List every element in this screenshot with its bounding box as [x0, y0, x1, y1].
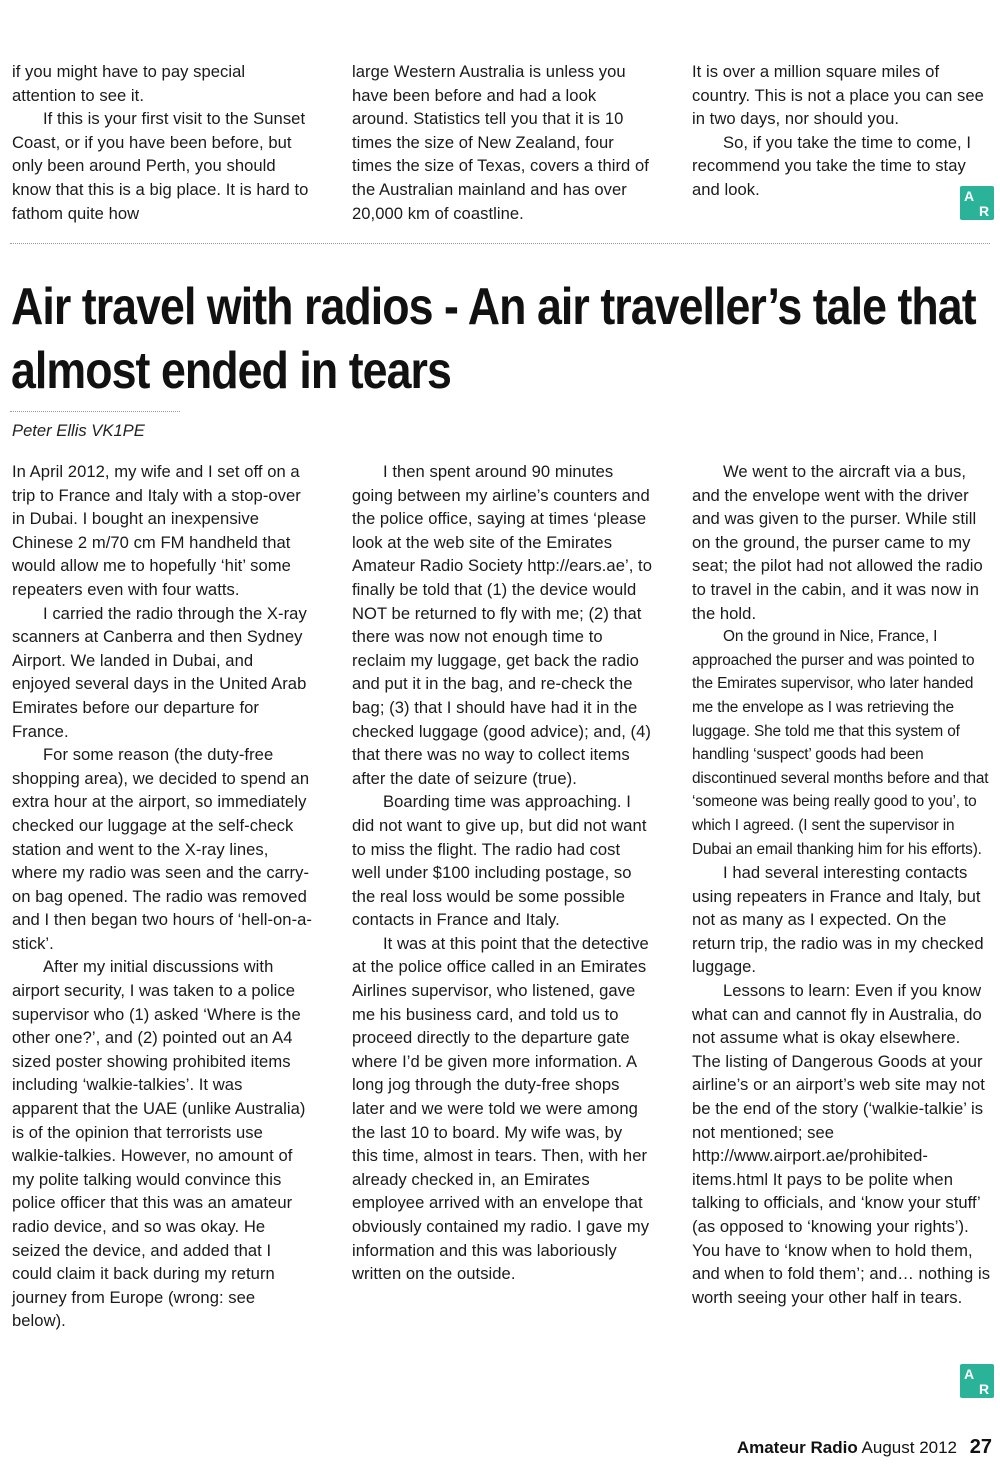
previous-article-ending	[12, 60, 992, 225]
prev-article-col-1	[12, 60, 312, 225]
ar-end-mark-icon	[960, 186, 994, 220]
paragraph: It is over a million square miles of country. This is not a place you can see in two days, nor should you.	[692, 62, 984, 129]
logo-letter-r: R	[979, 203, 990, 219]
article-byline: Peter Ellis VK1PE	[12, 421, 145, 440]
article-col-3	[692, 460, 992, 1333]
paragraph: For some reason (the duty-free shopping area), we decided to spend an extra hour at the airport, so immediately checked our luggage at the self-check station and went to the X-ray lines, where my radio was seen and the carry-on bag opened. The radio was removed and I then began two hours of ‘hell-on-a-stick’.	[12, 745, 313, 953]
logo-letter-r: R	[979, 1381, 990, 1397]
prev-article-col-3	[692, 60, 992, 225]
paragraph: I had several interesting contacts using repeaters in France and Italy, but not as many as I expected. On the return trip, the radio was in my checked luggage.	[692, 863, 984, 977]
article-body	[12, 460, 992, 1333]
paragraph: On the ground in Nice, France, I approached the purser and was pointed to the Emirates supervisor, who later handed me the envelope as I was retrieving the luggage. She told me that this system of handling ‘suspect’ goods had been discontinued several months before and that ‘someone was being really good to you’, to which I agreed. (I sent the supervisor in Dubai an email thanking him for his efforts).	[692, 628, 989, 858]
paragraph: Lessons to learn: Even if you know what can and cannot fly in Australia, do not assume what is okay elsewhere. The listing of Dangerous Goods at your airline’s or an airport’s web site may not be the end of the story (‘walkie-talkie’ is not mentioned; see http://www.airport.ae/prohibited-items.html It pays to be polite when talking to officials, and ‘know your stuff’ (as opposed to ‘knowing your rights’). You have to ‘know when to hold them, and when to fold them’; and… nothing is worth seeing your other half in tears.	[692, 981, 991, 1307]
article-col-1	[12, 460, 312, 1333]
paragraph: If this is your first visit to the Sunset Coast, or if you have been before, but only been around Perth, you should know that this is a big place. It is hard to fathom quite how	[12, 109, 309, 223]
issue-date: August 2012	[861, 1438, 958, 1457]
paragraph: I carried the radio through the X-ray scanners at Canberra and then Sydney Airport. We landed in Dubai, and enjoyed several days in the United Arab Emirates before our departure for France.	[12, 603, 307, 741]
paragraph: So, if you take the time to come, I recommend you take the time to stay and look.	[692, 132, 972, 199]
paragraph: if you might have to pay special attention to see it.	[12, 62, 246, 105]
logo-letter-a: A	[964, 188, 975, 204]
prev-article-col-2	[352, 60, 652, 225]
page-footer	[737, 1436, 992, 1459]
ar-end-mark-icon	[960, 1364, 994, 1398]
logo-letter-a: A	[964, 1366, 975, 1382]
paragraph: Boarding time was approaching. I did not want to give up, but did not want to miss the flight. The radio had cost well under $100 including postage, so the real loss would be some possible contacts in France and Italy.	[352, 792, 647, 930]
article-col-2	[352, 460, 652, 1333]
article-headline: Air travel with radios - An air traveller’s tale that almost ended in tears	[11, 278, 976, 400]
section-divider	[10, 243, 990, 244]
page-number: 27	[969, 1436, 992, 1458]
paragraph: It was at this point that the detective at the police office called in an Emirates Airlines supervisor, who listened, gave me his business card, and told us to proceed directly to the departure gate where I’d be given more information. A long jog through the duty-free shops later and we were told we were among the last 10 to board. My wife was, by this time, almost in tears. Then, with her already checked in, an Emirates employee arrived with an envelope that obviously contained my radio. I gave my information and this was laboriously written on the outside.	[352, 933, 650, 1284]
paragraph: In April 2012, my wife and I set off on a trip to France and Italy with a stop-over in Dubai. I bought an inexpensive Chinese 2 m/70 cm FM handheld that would allow me to hopefully ‘hit’ some repeaters even with four watts.	[12, 462, 301, 599]
paragraph: We went to the aircraft via a bus, and the envelope went with the driver and was given to the purser. While still on the ground, the purser came to my seat; the pilot had not allowed the radio to travel in the cabin, and it was now in the hold.	[692, 462, 983, 623]
paragraph: After my initial discussions with airport security, I was taken to a police supervisor who (1) asked ‘Where is the other one?’, and (2) pointed out an A4 sized poster showing prohibited items including ‘walkie-talkies’. It was apparent that the UAE (unlike Australia) is of the opinion that terrorists use walkie-talkies. However, no amount of my polite talking would convince this police officer that this was an amateur radio device, and so was okay. He seized the device, and added that I could claim it back during my return journey from Europe (wrong: see below).	[12, 957, 306, 1331]
paragraph: large Western Australia is unless you have been before and had a look around. Statistics tell you that it is 10 times the size of New Zealand, four times the size of Texas, covers a third of the Australian mainland and has over 20,000 km of coastline.	[352, 62, 649, 223]
paragraph: I then spent around 90 minutes going between my airline’s counters and the police office, saying at times ‘please look at the web site of the Emirates Amateur Radio Society http://ears.ae’, to finally be told that (1) the device would NOT be returned to fly with me; (2) that there was now not enough time to reclaim my luggage, get back the radio and put it in the bag, and re-check the bag; (3) that I should have had it in the checked luggage (good advice); and, (4) that there was no way to collect items after the date of seizure (true).	[352, 462, 652, 788]
byline-divider	[10, 411, 180, 412]
magazine-title: Amateur Radio	[736, 1438, 858, 1457]
